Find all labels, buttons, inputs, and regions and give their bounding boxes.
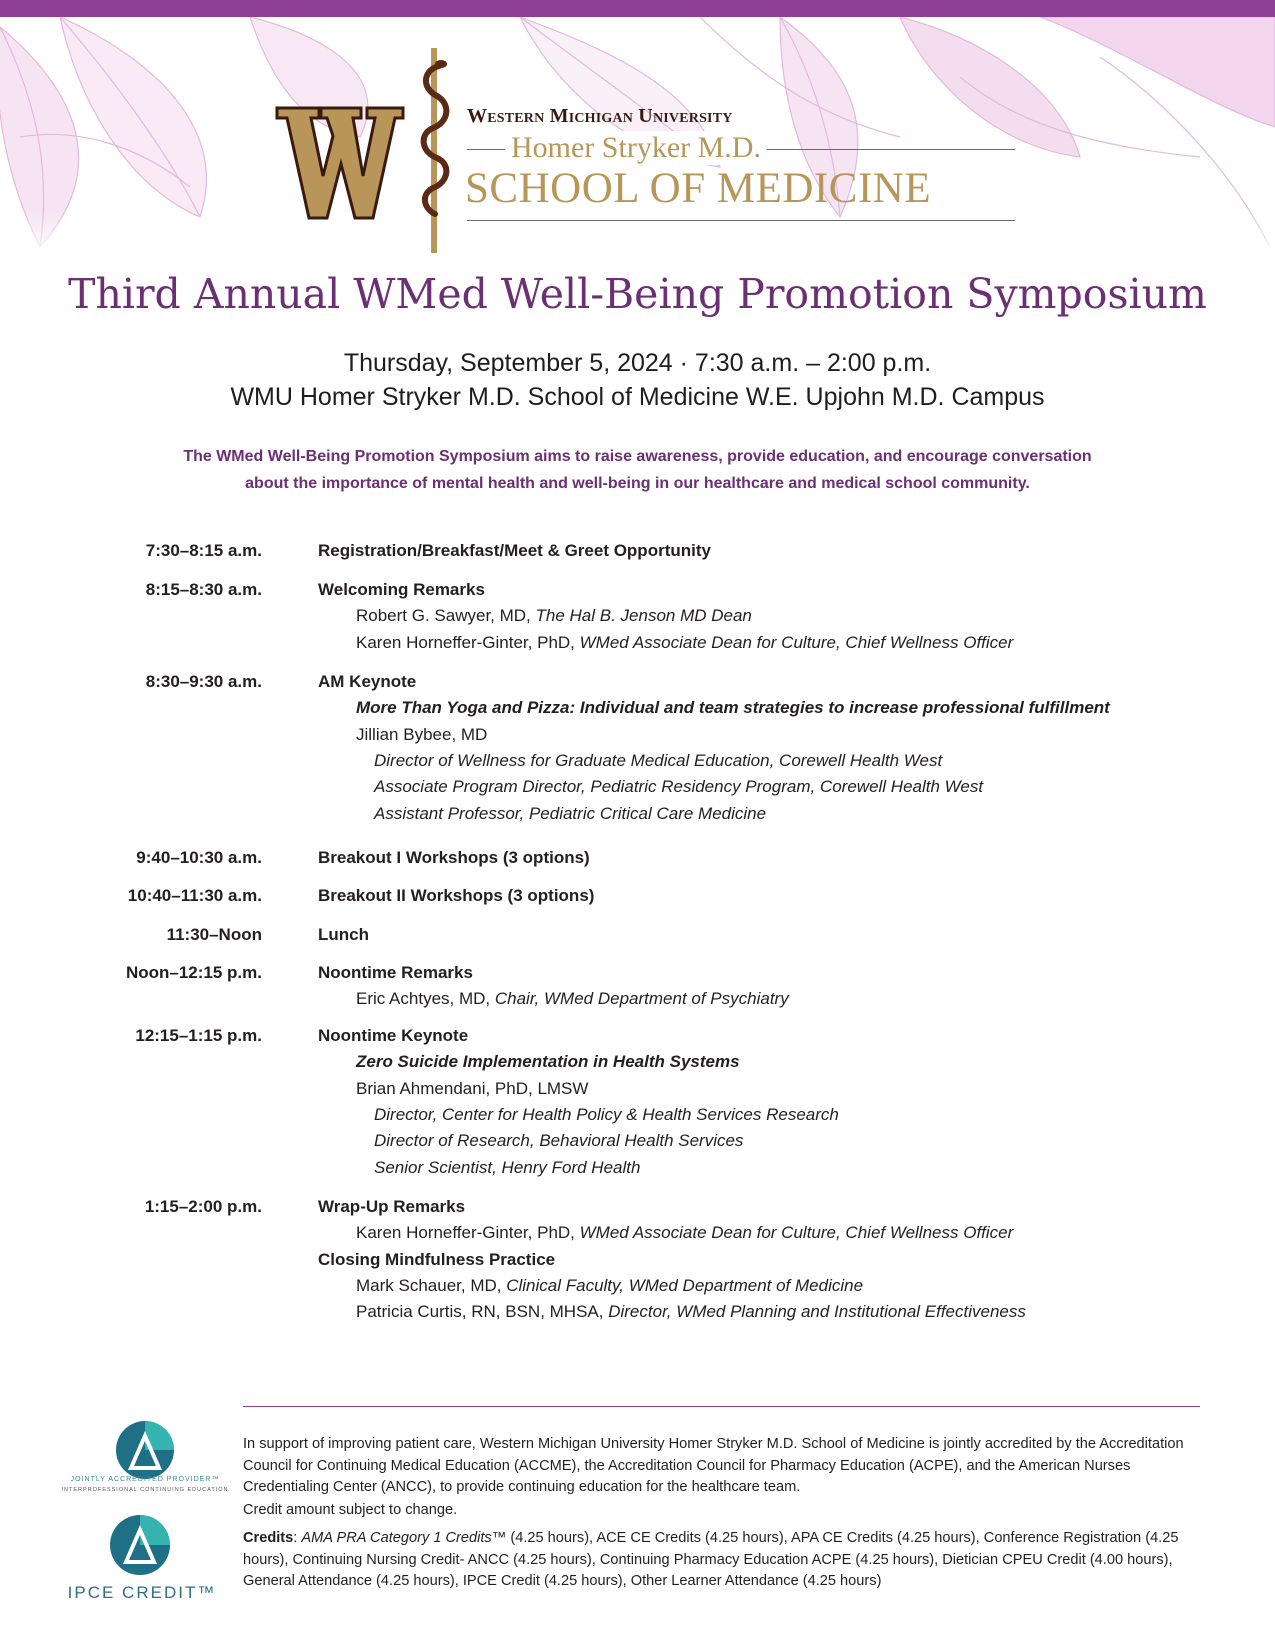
agenda-line	[356, 606, 752, 626]
agenda-line	[318, 886, 594, 906]
agenda-text: Closing Mindfulness Practice	[318, 1249, 556, 1269]
credit-note: Credit amount subject to change.	[243, 1502, 458, 1518]
agenda-line	[318, 848, 590, 868]
agenda-text: Patricia Curtis, RN, BSN, MHSA,	[356, 1302, 609, 1322]
agenda-line	[356, 1302, 1026, 1322]
event-date-time: Thursday, September 5, 2024 · 7:30 a.m. – 2:00 p.m.	[343, 349, 932, 377]
agenda-time: 11:30–Noon	[166, 925, 262, 944]
credits-ama: AMA PRA Category 1 Credits™	[301, 1530, 507, 1546]
agenda-text: Robert G. Sawyer, MD,	[356, 606, 536, 626]
school-name-line2: SCHOOL OF MEDICINE	[465, 165, 932, 212]
agenda-line	[356, 1052, 740, 1072]
agenda-line	[374, 1105, 839, 1125]
agenda-text: Clinical Faculty, WMed Department of Medicine	[506, 1275, 864, 1295]
agenda-text: Breakout II Workshops (3 options)	[318, 886, 595, 905]
agenda-time: 9:40–10:30 a.m.	[136, 848, 262, 867]
agenda-text: Zero Suicide Implementation in Health Systems	[356, 1052, 740, 1072]
agenda-text: Registration/Breakfast/Meet & Greet Opportunity	[318, 541, 711, 560]
agenda-time: 10:40–11:30 a.m.	[127, 886, 262, 905]
agenda-time: Noon–12:15 p.m.	[125, 963, 262, 982]
agenda-text: Wrap-Up Remarks	[318, 1197, 466, 1216]
agenda-line	[318, 1026, 468, 1046]
agenda-text: Karen Horneffer-Ginter, PhD,	[356, 1223, 580, 1243]
agenda-text: Welcoming Remarks	[318, 580, 485, 599]
agenda-line	[318, 1250, 555, 1270]
agenda-text: Noontime Keynote	[318, 1026, 469, 1045]
school-name-line1: Homer Stryker M.D.	[505, 131, 767, 165]
ipce-credit-icon	[105, 1510, 175, 1580]
agenda-line	[356, 698, 1110, 718]
logo-divider	[467, 220, 1015, 221]
agenda-text: AM Keynote	[318, 672, 417, 691]
agenda-text: Jillian Bybee, MD	[356, 724, 488, 744]
intro-line: The WMed Well-Being Promotion Symposium aims to raise awareness, provide education, and encourage conversation	[183, 448, 1092, 465]
agenda-text: Karen Horneffer-Ginter, PhD,	[356, 632, 580, 652]
agenda-text: WMed Associate Dean for Culture, Chief Wellness Officer	[579, 1223, 1014, 1243]
credits-colon: :	[293, 1530, 302, 1546]
agenda-line	[356, 1276, 863, 1296]
staff-of-asclepius-icon	[415, 48, 453, 253]
agenda-line	[318, 925, 369, 945]
agenda-time: 8:15–8:30 a.m.	[145, 580, 262, 599]
agenda-time: 7:30–8:15 a.m.	[145, 541, 262, 560]
agenda-text: Chair, WMed Department of Psychiatry	[494, 989, 789, 1009]
agenda-line	[318, 963, 473, 983]
agenda-line	[374, 1131, 743, 1151]
event-title: Third Annual WMed Well-Being Promotion Symposium	[68, 270, 1207, 318]
badge-caption-line: INTERPROFESSIONAL CONTINUING EDUCATION	[61, 1487, 229, 1493]
jointly-accredited-caption	[55, 1475, 235, 1495]
wmu-w-icon	[275, 106, 405, 220]
agenda-time: 12:15–1:15 p.m.	[135, 1026, 262, 1045]
agenda-text: Breakout I Workshops (3 options)	[318, 848, 590, 867]
top-accent-bar	[0, 0, 1275, 17]
agenda-line	[356, 989, 789, 1009]
agenda-line	[318, 541, 711, 561]
agenda-text: More Than Yoga and Pizza: Individual and team strategies to increase professional fulfillment	[356, 698, 1110, 718]
agenda-text: Director, Center for Health Policy & Health Services Research	[374, 1104, 839, 1124]
intro-line: about the importance of mental health and well-being in our healthcare and medical school community.	[245, 475, 1030, 492]
agenda-text: Mark Schauer, MD,	[356, 1275, 507, 1295]
wmed-logo	[275, 48, 1015, 253]
agenda-text: Eric Achtyes, MD,	[356, 989, 495, 1009]
badge-caption-line: JOINTLY ACCREDITED PROVIDER™	[70, 1476, 220, 1483]
agenda-text: Director of Research, Behavioral Health Services	[374, 1131, 744, 1151]
agenda-line	[356, 633, 1013, 653]
agenda-text: Associate Program Director, Pediatric Residency Program, Corewell Health West	[374, 777, 984, 797]
agenda-line	[356, 1223, 1013, 1243]
event-intro	[0, 443, 1275, 497]
agenda-line	[374, 1158, 640, 1178]
credits-label: Credits	[243, 1530, 294, 1546]
agenda-text: WMed Associate Dean for Culture, Chief Wellness Officer	[579, 632, 1014, 652]
credits-rest: (4.25 hours), ACE CE Credits (4.25 hours), APA CE Credits (4.25 hours), Conference Registration (4.25 hours), Continuing Nursing Credit- ANCC (4.25 hours), Continuing Pharmacy Education ACPE (4.25 hours), Dietician CPEU Credit (4.00 hours), General Attendance (4.25 hours), IPCE Credit (4.25 hours), Other Learner Attendance (4.25 hours)	[243, 1530, 1179, 1589]
event-venue: WMU Homer Stryker M.D. School of Medicine W.E. Upjohn M.D. Campus	[230, 383, 1045, 411]
agenda-text: Director of Wellness for Graduate Medical Education, Corewell Health West	[374, 750, 943, 770]
agenda-text: Assistant Professor, Pediatric Critical Care Medicine	[374, 803, 767, 823]
agenda-text: Noontime Remarks	[318, 963, 473, 982]
agenda-line	[318, 1197, 465, 1217]
accreditation-statement: In support of improving patient care, Western Michigan University Homer Stryker M.D. School of Medicine is jointly accredited by the Accreditation Council for Continuing Medical Education (ACCME), the Accreditation Council for Pharmacy Education (ACPE), and the American Nurses Credentialing Center (ANCC), to provide continuing education for the healthcare team.	[243, 1436, 1184, 1495]
ipce-credit-label: IPCE CREDIT™	[67, 1583, 217, 1602]
agenda-line	[374, 751, 942, 771]
agenda-time: 1:15–2:00 p.m.	[144, 1197, 262, 1216]
agenda-line	[374, 804, 766, 824]
agenda-line	[374, 777, 983, 797]
agenda-text: Lunch	[318, 925, 369, 944]
agenda-line	[356, 1079, 588, 1099]
agenda-line	[356, 725, 487, 745]
agenda-text: Senior Scientist, Henry Ford Health	[374, 1157, 641, 1177]
agenda-line	[318, 672, 416, 692]
agenda-text: Director, WMed Planning and Institutional Effectiveness	[608, 1302, 1026, 1322]
university-name: Western Michigan University	[467, 105, 733, 127]
footer-divider	[243, 1406, 1200, 1407]
agenda-text: The Hal B. Jenson MD Dean	[535, 606, 752, 626]
credits-list	[243, 1528, 1203, 1593]
agenda-text: Brian Ahmendani, PhD, LMSW	[356, 1078, 589, 1098]
agenda-time: 8:30–9:30 a.m.	[145, 672, 262, 691]
agenda-line	[318, 580, 485, 600]
